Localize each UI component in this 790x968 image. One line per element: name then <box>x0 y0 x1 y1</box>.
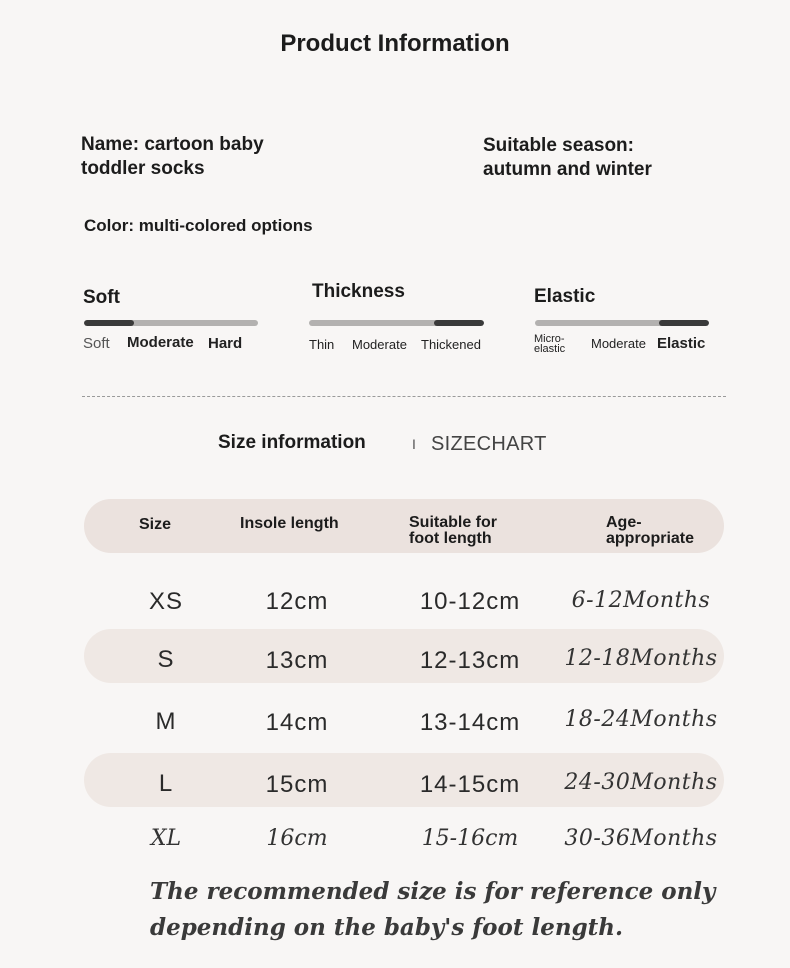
thickness-level-thin: Thin <box>309 337 335 352</box>
row-m-size: M <box>155 708 177 735</box>
row-xl-size: XL <box>150 826 182 851</box>
row-l-size: L <box>158 770 174 797</box>
row-xs-foot: 10-12cm <box>419 588 521 615</box>
size-info-title: Size information <box>218 432 366 453</box>
row-xl-foot: 15-16cm <box>421 826 519 851</box>
row-xs-insole: 12cm <box>265 588 329 615</box>
header-size: Size <box>139 516 172 533</box>
soft-level-hard: Hard <box>208 335 243 352</box>
row-m-age: 18-24Months <box>564 707 718 732</box>
season-line2: autumn and winter <box>483 159 652 180</box>
row-m-insole: 14cm <box>265 709 329 736</box>
property-thickness-label: Thickness <box>312 281 405 302</box>
soft-level-moderate: Moderate <box>127 334 194 351</box>
elastic-level-micro-line2: elastic <box>534 343 566 355</box>
thickness-scale-bar <box>309 320 484 326</box>
elastic-level-micro-line1: Micro- <box>534 333 565 345</box>
property-elastic-label: Elastic <box>534 286 596 307</box>
page-title: Product Information <box>280 30 510 57</box>
row-xs-size: XS <box>148 588 183 615</box>
row-l-foot: 14-15cm <box>419 771 521 798</box>
row-s-age: 12-18Months <box>564 646 718 671</box>
header-insole-length: Insole length <box>240 515 339 532</box>
row-xl-age: 30-36Months <box>564 826 718 851</box>
row-xl-insole: 16cm <box>266 826 328 851</box>
section-divider <box>82 396 726 397</box>
size-note <box>150 874 715 946</box>
thickness-scale-fill <box>434 320 484 326</box>
row-m-foot: 13-14cm <box>419 709 521 736</box>
thickness-level-moderate: Moderate <box>352 337 407 352</box>
elastic-level-moderate: Moderate <box>591 336 646 351</box>
suitable-season <box>483 134 652 182</box>
sizechart-subtitle: SIZECHART <box>431 433 547 455</box>
elastic-scale-fill <box>659 320 709 326</box>
color-options: Color: multi-colored options <box>84 216 313 235</box>
row-l-insole: 15cm <box>265 771 329 798</box>
product-name-line1: Name: cartoon baby <box>81 134 264 155</box>
header-age <box>606 515 694 547</box>
header-foot-length-line2: foot length <box>409 530 492 547</box>
property-soft-label: Soft <box>83 287 120 308</box>
elastic-level-elastic: Elastic <box>657 335 706 352</box>
size-note-line2: depending on the baby's foot length. <box>150 914 624 941</box>
row-s-insole: 13cm <box>265 647 329 674</box>
soft-scale-bar <box>84 320 258 326</box>
thickness-level-thickened: Thickened <box>421 337 481 352</box>
header-age-line1: Age- <box>606 514 642 531</box>
row-s-foot: 12-13cm <box>419 647 521 674</box>
season-line1: Suitable season: <box>483 135 634 156</box>
product-name <box>81 133 264 181</box>
elastic-level-micro <box>534 334 565 354</box>
row-xs-age: 6-12Months <box>571 588 711 613</box>
soft-scale-fill <box>84 320 134 326</box>
header-age-line2: appropriate <box>606 530 695 547</box>
header-foot-length-line1: Suitable for <box>409 514 498 531</box>
size-note-line1: The recommended size is for reference only <box>150 878 716 905</box>
elastic-scale-bar <box>535 320 709 326</box>
title-separator: I <box>412 436 416 452</box>
row-l-age: 24-30Months <box>564 770 718 795</box>
product-name-line2: toddler socks <box>81 158 205 179</box>
soft-level-soft: Soft <box>83 335 110 352</box>
row-s-size: S <box>157 646 175 673</box>
header-foot-length <box>409 515 497 547</box>
